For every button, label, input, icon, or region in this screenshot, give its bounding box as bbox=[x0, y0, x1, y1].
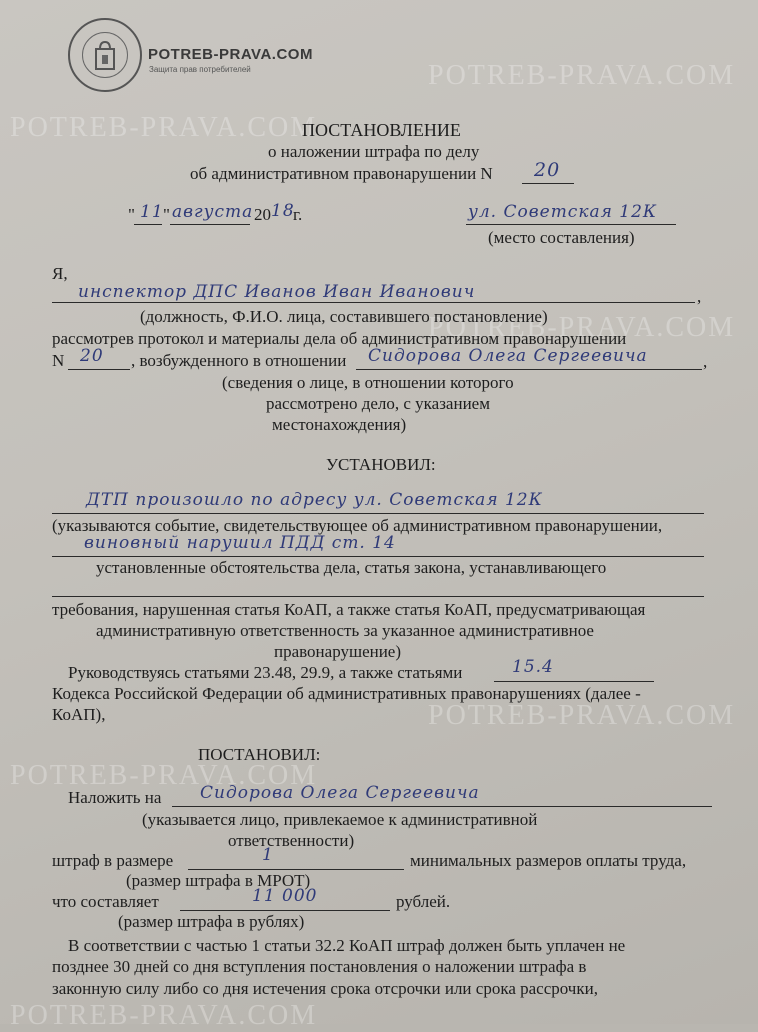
date-day: 11 bbox=[140, 202, 164, 222]
officer-caption: (должность, Ф.И.О. лица, составившего постановление) bbox=[140, 307, 548, 326]
place-caption: (место составления) bbox=[488, 228, 635, 247]
section-heading-decided: ПОСТАНОВИЛ: bbox=[198, 745, 321, 764]
case-number: 20 bbox=[80, 346, 104, 366]
initiated-text: , возбужденного в отношении bbox=[131, 351, 347, 370]
reviewed-text: рассмотрев протокол и материалы дела об административном правонарушении bbox=[52, 329, 627, 348]
person-caption: рассмотрено дело, с указанием bbox=[266, 394, 490, 413]
event-caption: (указываются событие, свидетельствующее об административном правонарушении, bbox=[52, 516, 663, 535]
watermark: POTREB-PRAVA.COM bbox=[428, 312, 736, 343]
date-month: августа bbox=[172, 202, 254, 222]
event-description: ДТП произошло по адресу ул. Советская 12К bbox=[86, 490, 543, 510]
person-caption: местонахождения) bbox=[272, 415, 407, 434]
fine-caption: (размер штрафа в МРОТ) bbox=[126, 871, 311, 890]
requirements-caption: требования, нарушенная статья КоАП, а также статья КоАП, предусматривающая bbox=[52, 600, 646, 619]
officer-name: инспектор ДПС Иванов Иван Иванович bbox=[78, 282, 476, 302]
case-number: 20 bbox=[534, 159, 561, 181]
amount-label: что составляет bbox=[52, 892, 159, 911]
article-number: 15.4 bbox=[512, 657, 554, 677]
place-of-drafting: ул. Советская 12К bbox=[468, 202, 658, 222]
impose-caption: (указывается лицо, привлекаемое к административной bbox=[142, 810, 538, 829]
impose-caption: ответственности) bbox=[228, 831, 355, 850]
logo-seal bbox=[68, 18, 142, 92]
fine-label: штраф в размере bbox=[52, 851, 174, 870]
watermark: POTREB-PRAVA.COM bbox=[10, 112, 318, 143]
amount-tail: рублей. bbox=[396, 892, 451, 911]
person-caption: (сведения о лице, в отношении которого bbox=[222, 373, 514, 392]
person-name: Сидорова Олега Сергеевича bbox=[368, 346, 648, 366]
ya-label: Я, bbox=[52, 264, 68, 283]
shopping-bag-icon bbox=[82, 32, 128, 78]
code-text: Кодекса Российской Федерации об административных правонарушениях (далее - bbox=[52, 684, 641, 703]
document-title: ПОСТАНОВЛЕНИЕ bbox=[302, 120, 461, 140]
date-year-g: г. bbox=[293, 205, 303, 224]
requirements-caption: административную ответственность за указанное административное bbox=[96, 621, 594, 640]
payment-paragraph: законную силу либо со дня истечения срока отсрочки или срока рассрочки, bbox=[52, 979, 598, 998]
watermark: POTREB-PRAVA.COM bbox=[428, 700, 736, 731]
impose-label: Наложить на bbox=[68, 788, 162, 807]
document-page: POTREB-PRAVA.COM POTREB-PRAVA.COM POTREB-PRAVA.COM POTREB-PRAVA.COM POTREB-PRAVA.COM POTREB-PRAVA.COM POTREB-PRAVA.COM Защита прав потребителей ПОСТАНОВЛЕНИЕ о наложении штрафа по делу об административном правонарушении N 20 " 11 " августа 20 18 г. ул. Советская 12К (место составления) Я, инспектор ДПС Иванов Иван Иванович , (должность, Ф.И.О. лица, составившего постановление) рассмотрев протокол и материалы дела об административном правонарушении N 20 , возбужденного в отношении Сидорова Олега Сергеевича , (сведения о лице, в отношении которого рассмотрено дело, с указанием местонахождения) УСТАНОВИЛ: ДТП произошло по адресу ул. Советская 12К (указываются событие, свидетельствующее об административном правонарушении, виновный нарушил ПДД ст. 14 установленные обстоятельства дела, статья закона, устанавливающего требования, нарушенная статья КоАП, а также статья КоАП, предусматривающая административную ответственность за указанное административное правонарушение) Руководствуясь статьями 23.48, 29.9, а также статьями 15.4 Кодекса Российской Федерации об административных правонарушениях (далее - КоАП), ПОСТАНОВИЛ: Наложить на Сидорова Олега Сергеевича (указывается лицо, привлекаемое к административной ответственности) штраф в размере 1 минимальных размеров оплаты труда, (размер штрафа в МРОТ) что составляет 11 000 рублей. (размер штрафа в рублях) В соответствии с частью 1 статьи 32.2 КоАП штраф должен быть уплачен не позднее 30 дней со дня вступления постановления о наложении штрафа в законную силу либо со дня истечения срока отсрочки или срока рассрочки, bbox=[0, 0, 758, 1024]
violation-description: виновный нарушил ПДД ст. 14 bbox=[84, 533, 396, 553]
watermark: POTREB-PRAVA.COM bbox=[10, 1000, 318, 1031]
guided-text: Руководствуясь статьями 23.48, 29.9, а также статьями bbox=[68, 663, 463, 682]
fine-tail: минимальных размеров оплаты труда, bbox=[410, 851, 687, 870]
logo-tagline: Защита прав потребителей bbox=[149, 65, 251, 74]
date-year-suffix: 18 bbox=[271, 201, 295, 221]
amount-caption: (размер штрафа в рублях) bbox=[118, 912, 305, 931]
penalized-person: Сидорова Олега Сергеевича bbox=[200, 783, 480, 803]
fine-mrot: 1 bbox=[262, 845, 274, 865]
logo-brand: POTREB-PRAVA.COM bbox=[148, 46, 313, 63]
watermark: POTREB-PRAVA.COM bbox=[10, 760, 318, 791]
circumstances-caption: установленные обстоятельства дела, статья закона, устанавливающего bbox=[96, 558, 607, 577]
requirements-caption: правонарушение) bbox=[274, 642, 402, 661]
document-subtitle: о наложении штрафа по делу bbox=[268, 142, 480, 161]
fine-amount: 11 000 bbox=[252, 886, 318, 906]
section-heading-established: УСТАНОВИЛ: bbox=[326, 455, 436, 474]
date-year-prefix: 20 bbox=[254, 205, 271, 224]
document-subtitle: об административном правонарушении N bbox=[190, 164, 493, 183]
payment-paragraph: позднее 30 дней со дня вступления постановления о наложении штрафа в bbox=[52, 957, 587, 976]
payment-paragraph: В соответствии с частью 1 статьи 32.2 КоАП штраф должен быть уплачен не bbox=[68, 936, 626, 955]
watermark: POTREB-PRAVA.COM bbox=[428, 60, 736, 91]
n-label: N bbox=[52, 351, 65, 370]
code-text: КоАП), bbox=[52, 705, 106, 724]
